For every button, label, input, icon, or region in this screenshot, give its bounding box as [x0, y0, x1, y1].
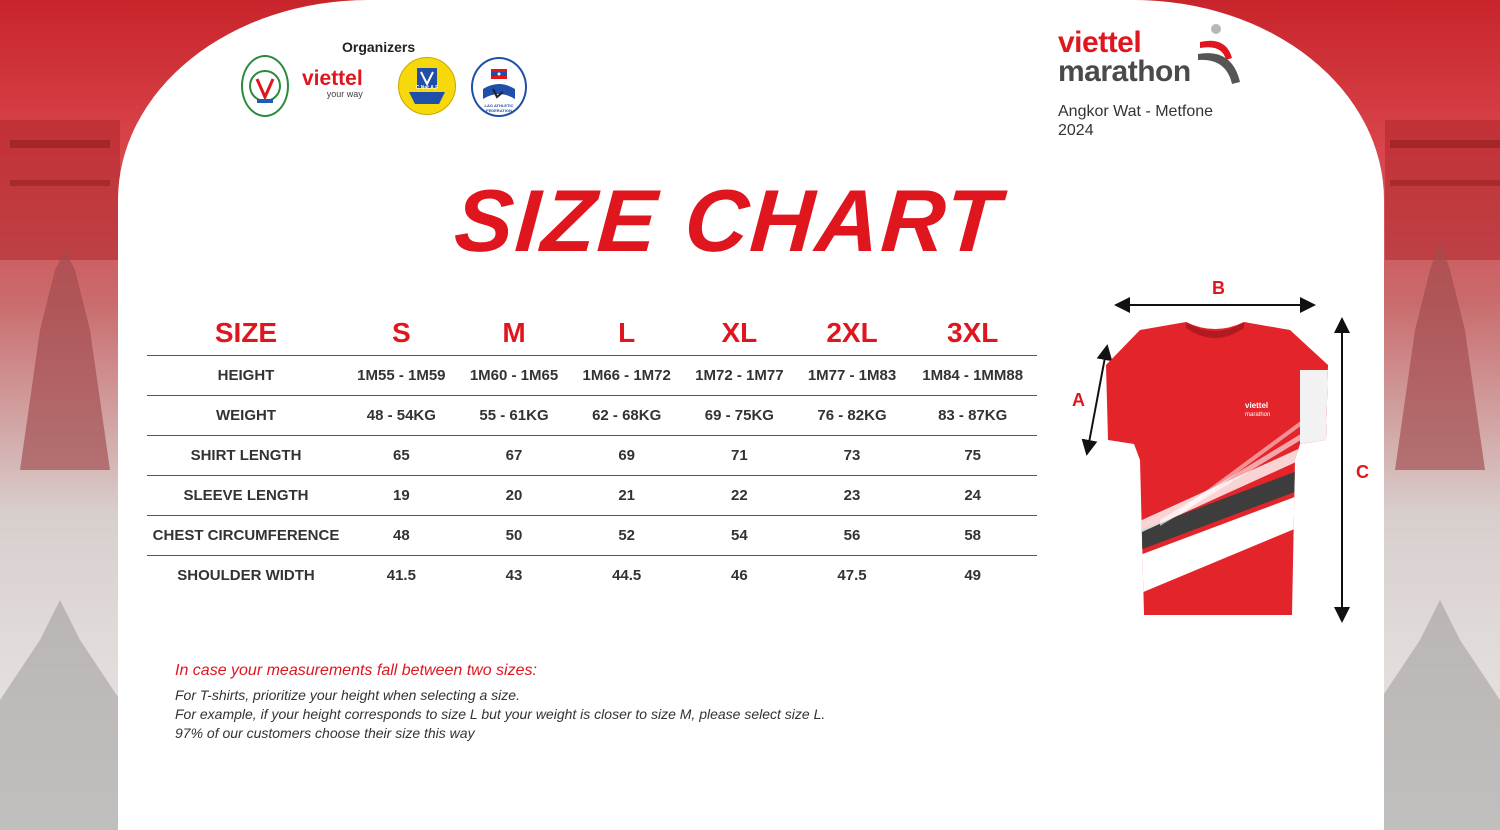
row-label: SHOULDER WIDTH [147, 556, 345, 596]
dimension-a-label: A [1072, 390, 1085, 410]
table-cell: 83 - 87KG [908, 396, 1037, 436]
table-cell: 24 [908, 476, 1037, 516]
table-cell: 1M60 - 1M65 [458, 356, 571, 396]
table-cell: 55 - 61KG [458, 396, 571, 436]
vietnam-athletics-logo [241, 55, 289, 117]
shirt-icon [1100, 310, 1340, 630]
table-row-shirt-length [147, 436, 1037, 476]
page-title: SIZE CHART [451, 171, 1005, 270]
table-cell: 71 [683, 436, 796, 476]
table-cell: 44.5 [570, 556, 683, 596]
viettel-logo [302, 68, 363, 99]
shirt-print-line2: marathon [1245, 412, 1271, 418]
row-label: CHEST CIRCUMFERENCE [147, 516, 345, 556]
row-label: SLEEVE LENGTH [147, 476, 345, 516]
table-cell: 54 [683, 516, 796, 556]
header-m: M [502, 316, 526, 348]
lao-athletic-federation-logo-text: LAO ATHLETIC FEDERATION [484, 103, 514, 113]
table-cell: 56 [796, 516, 909, 556]
table-cell: 46 [683, 556, 796, 596]
header-s: S [391, 316, 411, 348]
header-2xl: 2XL [826, 316, 878, 348]
table-cell: 52 [570, 516, 683, 556]
cambodia-athletics-logo-text: C.Nat.A.F [415, 85, 439, 91]
table-cell: 19 [345, 476, 458, 516]
header-size: SIZE [214, 316, 278, 348]
row-label: HEIGHT [147, 356, 345, 396]
temple-right-illustration [1380, 0, 1500, 830]
row-label: WEIGHT [147, 396, 345, 436]
table-cell: 43 [458, 556, 571, 596]
table-cell: 47.5 [796, 556, 909, 596]
table-cell: 69 - 75KG [683, 396, 796, 436]
header-3xl: 3XL [947, 316, 999, 348]
note-line3: 97% of our customers choose their size this way [175, 725, 475, 741]
viettel-marathon-logo [1058, 28, 1191, 86]
event-line2: 2024 [1058, 122, 1094, 139]
table-cell: 41.5 [345, 556, 458, 596]
table-cell: 1M66 - 1M72 [570, 356, 683, 396]
table-cell: 1M84 - 1MM88 [908, 356, 1037, 396]
cambodia-athletics-logo [398, 57, 456, 115]
table-cell: 48 - 54KG [345, 396, 458, 436]
table-cell: 1M72 - 1M77 [683, 356, 796, 396]
runner-swoosh-icon [1196, 22, 1246, 86]
table-cell: 1M55 - 1M59 [345, 356, 458, 396]
dimension-b-label: B [1212, 278, 1225, 298]
note-title: In case your measurements fall between two sizes: [175, 662, 537, 679]
table-cell: 1M77 - 1M83 [796, 356, 909, 396]
table-cell: 48 [345, 516, 458, 556]
table-cell: 58 [908, 516, 1037, 556]
table-row-weight [147, 396, 1037, 436]
table-cell: 69 [570, 436, 683, 476]
table-cell: 49 [908, 556, 1037, 596]
table-row-shoulder-width [147, 556, 1037, 596]
size-table [147, 310, 1037, 595]
table-cell: 67 [458, 436, 571, 476]
table-cell: 73 [796, 436, 909, 476]
size-table-header-row [147, 310, 1037, 356]
table-row-height [147, 356, 1037, 396]
shirt-print-line1: viettel [1245, 401, 1269, 410]
header-l: L [618, 316, 636, 348]
lao-athletic-federation-logo [471, 57, 527, 117]
row-label: SHIRT LENGTH [147, 436, 345, 476]
dimension-c-label: C [1356, 462, 1369, 482]
event-line1: Angkor Wat - Metfone [1058, 103, 1214, 120]
table-cell: 22 [683, 476, 796, 516]
table-cell: 65 [345, 436, 458, 476]
brand-line1: viettel [1058, 26, 1142, 59]
table-cell: 50 [458, 516, 571, 556]
table-cell: 62 - 68KG [570, 396, 683, 436]
shirt-diagram [1060, 270, 1390, 630]
event-name [1058, 102, 1213, 140]
table-cell: 21 [570, 476, 683, 516]
viettel-logo-text: viettel [302, 67, 363, 90]
brand-line2: marathon [1058, 55, 1191, 88]
table-cell: 75 [908, 436, 1037, 476]
table-cell: 20 [458, 476, 571, 516]
dimension-a-arrow [1088, 352, 1106, 448]
viettel-logo-tagline: your way [326, 89, 363, 99]
organizers-title: Organizers [342, 39, 416, 55]
table-cell: 23 [796, 476, 909, 516]
header-xl: XL [721, 316, 758, 348]
table-row-chest-circumference [147, 516, 1037, 556]
note-line2: For example, if your height corresponds to size L but your weight is closer to size M, please select size L. [175, 706, 826, 722]
table-cell: 76 - 82KG [796, 396, 909, 436]
table-row-sleeve-length [147, 476, 1037, 516]
note-line1: For T-shirts, prioritize your height when selecting a size. [175, 687, 520, 703]
